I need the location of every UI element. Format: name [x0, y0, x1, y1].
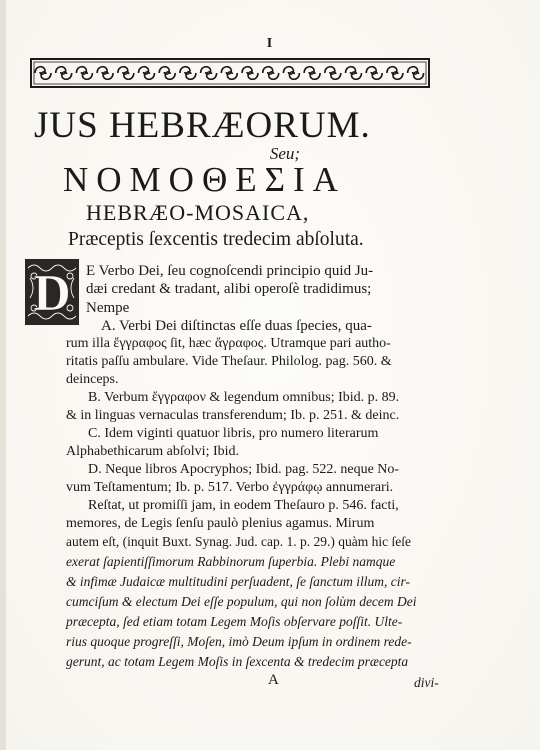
- ornament-scroll: [242, 67, 258, 80]
- text-line: ritatis paſſu ambulare. Vide Theſaur. Philolog. pag. 560. &: [66, 354, 392, 369]
- text-line: autem eſt, (inquit Buxt. Synag. Jud. cap. 1. p. 29.) quàm hic ſeſe: [66, 534, 411, 549]
- signature-mark: A: [268, 672, 279, 688]
- text-line: deinceps.: [66, 372, 119, 387]
- text-line: E Verbo Dei, ſeu cognoſcendi principio quid Ju-: [86, 263, 374, 279]
- svg-text:D: D: [33, 265, 71, 322]
- text-line: Reſtat, ut promiſſi jam, in eodem Theſauro p. 546. facti,: [88, 498, 399, 513]
- text-line: & infimæ Judaicæ multitudini perſuadent, ſe ſanctum illum, cir-: [66, 574, 410, 589]
- text-line: Alphabethicarum abſolvi; Ibid.: [66, 444, 240, 459]
- text-line: A. Verbi Dei diſtinctas eſſe duas ſpecies, qua-: [101, 318, 372, 334]
- ornament-scroll: [263, 67, 279, 80]
- title-seu: Seu;: [269, 144, 301, 163]
- text-line: & in linguas vernaculas transferendum; Ib. p. 251. & deinc.: [66, 408, 400, 423]
- ornament-scroll: [221, 67, 237, 80]
- ornamental-headpiece: [30, 58, 430, 88]
- ornament-scroll: [97, 67, 113, 80]
- ornament-scroll: [366, 67, 382, 80]
- text-line: exerat ſapientiſſimorum Rabbinorum ſuperbia. Plebi namque: [66, 554, 396, 569]
- text-line: rius quoque progreſſi, Moſen, imò Deum ipſum in ordinem rede-: [66, 634, 412, 649]
- ornament-scroll: [387, 67, 403, 80]
- ornament-scroll: [283, 67, 299, 80]
- text-line: B. Verbum ἔγγραφον & legendum omnibus; Ibid. p. 89.: [88, 390, 400, 405]
- text-line: vum Teſtamentum; Ib. p. 517. Verbo ἐγγράφῳ annumerari.: [66, 480, 394, 495]
- text-line: gerunt, ac totam Legem Moſis in ſexcenta & tredecim præcepta: [66, 654, 409, 669]
- ornament-scroll: [201, 67, 217, 80]
- ornament-scroll: [180, 67, 196, 80]
- text-line: Nempe: [86, 300, 130, 316]
- ornament-scroll: [346, 67, 362, 80]
- ornament-scroll: [139, 67, 155, 80]
- text-line: præcepta, ſed etiam totam Legem Moſis obſervare poſſit. Ulte-: [66, 614, 403, 629]
- title-jus-hebraeorum: JUS HEBRÆORUM.: [34, 105, 371, 146]
- catchword: divi-: [414, 675, 439, 690]
- title-hebraeo-mosaica: HEBRÆO-MOSAICA,: [86, 200, 310, 225]
- ornament-scroll: [325, 67, 341, 80]
- page-number: I: [266, 36, 274, 51]
- text-line: C. Idem viginti quatuor libris, pro numero literarum: [88, 426, 379, 441]
- text-line: memores, de Legis ſenſu paulò plenius agamus. Mirum: [66, 516, 375, 531]
- subtitle-praeceptis: Præceptis ſexcentis tredecim abſoluta.: [68, 229, 364, 250]
- decorated-initial-d: [24, 258, 80, 326]
- text-line: D. Neque libros Apocryphos; Ibid. pag. 522. neque No-: [88, 462, 400, 477]
- ornament-scroll: [76, 67, 92, 80]
- ornament-scroll: [408, 67, 424, 80]
- ornament-scroll: [159, 67, 175, 80]
- ornament-scroll: [35, 67, 51, 80]
- text-line: rum illa ἔγγραφος ſit, hæc ἄγραφος. Utramque pari autho-: [66, 336, 391, 351]
- ornament-scroll: [304, 67, 320, 80]
- text-line: cumciſum & electum Dei eſſe populum, qui non ſolùm decem Dei: [66, 594, 417, 609]
- page-edge: [0, 0, 6, 750]
- text-line: dæi credant & tradant, alibi operoſè tradidimus;: [86, 281, 372, 297]
- ornament-scroll: [56, 67, 72, 80]
- ornament-scroll: [118, 67, 134, 80]
- title-greek-nomothesia: ΝΟΜΟΘΕΣΙΑ: [63, 160, 346, 199]
